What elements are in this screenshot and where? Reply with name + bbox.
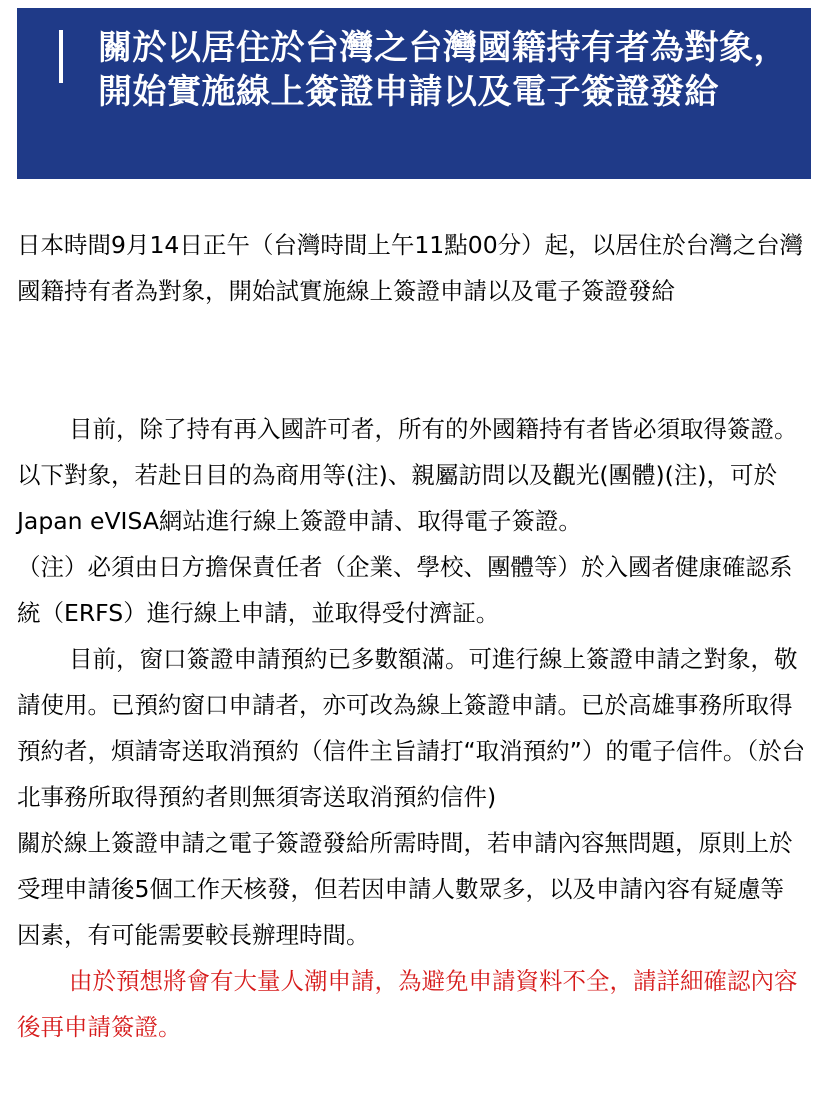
appointment-paragraph: 目前，窗口簽證申請預約已多數額滿。可進行線上簽證申請之對象，敬請使用。已預約窗口申請者，亦可改為線上簽證申請。已於高雄事務所取得預約者，煩請寄送取消預約（信件主旨請打“取消預約”）的電子信件。（於台北事務所取得預約者則無須寄送取消預約信件)	[17, 645, 806, 811]
header-accent-bar	[59, 30, 63, 83]
intro-paragraph: 日本時間9月14日正午（台灣時間上午11點00分）起，以居住於台灣之台灣國籍持有者為對象，開始試實施線上簽證申請以及電子簽證發給	[17, 231, 804, 305]
paragraph-spacer	[17, 314, 807, 406]
processing-time-paragraph: 關於線上簽證申請之電子簽證發給所需時間，若申請內容無問題，原則上於受理申請後5個工作天核發，但若因申請人數眾多，以及申請內容有疑慮等因素，有可能需要較長辦理時間。	[17, 829, 793, 949]
visa-requirement-paragraph: 目前，除了持有再入國許可者，所有的外國籍持有者皆必須取得簽證。以下對象，若赴日目的為商用等(注)、親屬訪問以及觀光(團體)(注)，可於Japan eVISA網站進行線上簽證申請、取得電子簽證。	[17, 415, 798, 535]
note-paragraph: （注）必須由日方擔保責任者（企業、學校、團體等）於入國者健康確認系統（ERFS）進行線上申請，並取得受付濟証。	[17, 553, 793, 627]
article-body	[17, 222, 807, 1050]
page-title: 關於以居住於台灣之台灣國籍持有者為對象，開始實施線上簽證申請以及電子簽證發給	[98, 28, 788, 112]
page-header	[17, 8, 811, 179]
warning-paragraph: 由於預想將會有大量人潮申請，為避免申請資料不全，請詳細確認內容後再申請簽證。	[17, 967, 798, 1041]
